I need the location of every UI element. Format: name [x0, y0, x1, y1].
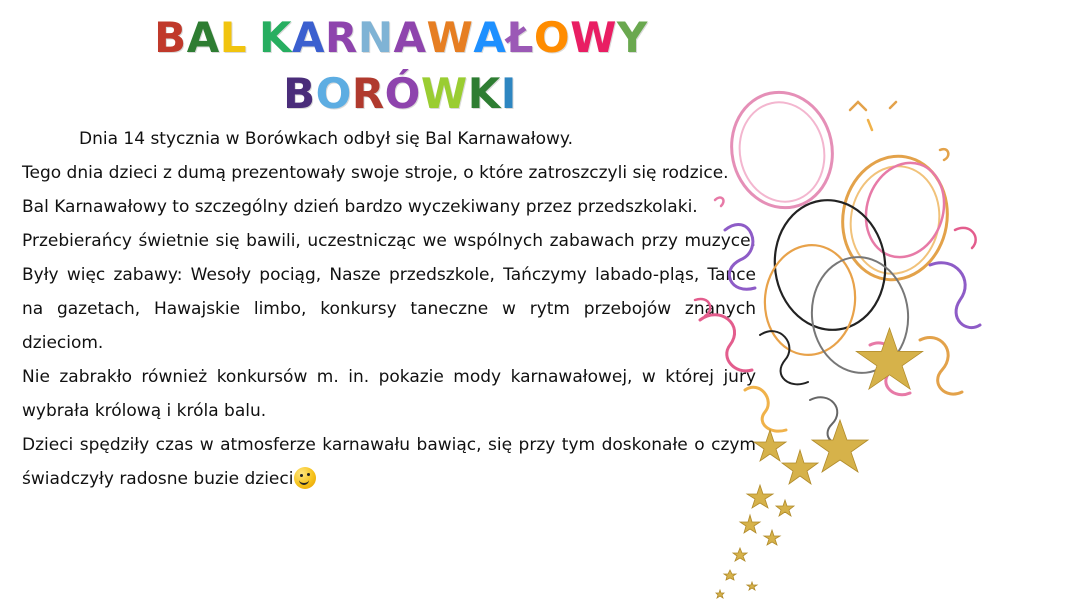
- title-letter: R: [325, 13, 358, 62]
- title-letter: W: [426, 13, 474, 62]
- paragraph-intro: Dnia 14 stycznia w Borówkach odbył się Bal Karnawałowy.: [79, 129, 573, 149]
- winking-face-icon: [294, 467, 316, 489]
- title-letter: W: [570, 13, 617, 62]
- title-letter: B: [154, 13, 187, 62]
- title-line-1: [0, 10, 800, 66]
- title-letter: Ó: [384, 69, 421, 118]
- document-title: [0, 10, 800, 122]
- paragraph-contest: Nie zabrakło również konkursów m. in. pokazie mody karnawałowej, w której jury wybrała królową i króla balu.: [22, 367, 756, 421]
- title-letter: A: [393, 13, 427, 62]
- title-letter: O: [315, 69, 352, 118]
- title-letter: K: [258, 13, 293, 62]
- carnival-decoration-icon: [690, 90, 990, 600]
- paragraph-closing: [22, 428, 756, 496]
- title-letter: R: [351, 69, 385, 118]
- title-line-2: [0, 66, 800, 122]
- title-letter: O: [533, 13, 571, 62]
- document-body: [22, 122, 756, 496]
- title-letter: W: [420, 69, 468, 118]
- title-letter: A: [292, 13, 326, 62]
- paragraph-games: Przebierańcy świetnie się bawili, uczestnicząc we wspólnych zabawach przy muzyce. Były więc zabawy: Wesoły pociąg, Nasze przedszkole, Tańczymy labado-pląs, Tańce na gazetach, Hawajskie limbo, konkursy taneczne w rytm przebojów znanych dzieciom.: [22, 231, 756, 353]
- paragraph-special-day: Bal Karnawałowy to szczególny dzień bardzo wyczekiwany przez przedszkolaki.: [22, 197, 698, 217]
- paragraph-costumes: Tego dnia dzieci z dumą prezentowały swoje stroje, o które zatroszczyli się rodzice.: [22, 163, 729, 183]
- title-letter: I: [500, 69, 517, 118]
- title-letter: Y: [616, 13, 648, 62]
- title-letter: K: [467, 69, 501, 118]
- title-letter: B: [283, 69, 316, 118]
- title-letter: A: [473, 13, 507, 62]
- title-letter: N: [357, 13, 394, 62]
- title-letter: Ł: [506, 13, 534, 62]
- paragraph-closing-text: Dzieci spędziły czas w atmosferze karnawału bawiąc, się przy tym doskonałe o czym świadczyły radosne buzie dzieci: [22, 435, 756, 489]
- title-letter: L: [219, 13, 247, 62]
- title-letter: A: [186, 13, 220, 62]
